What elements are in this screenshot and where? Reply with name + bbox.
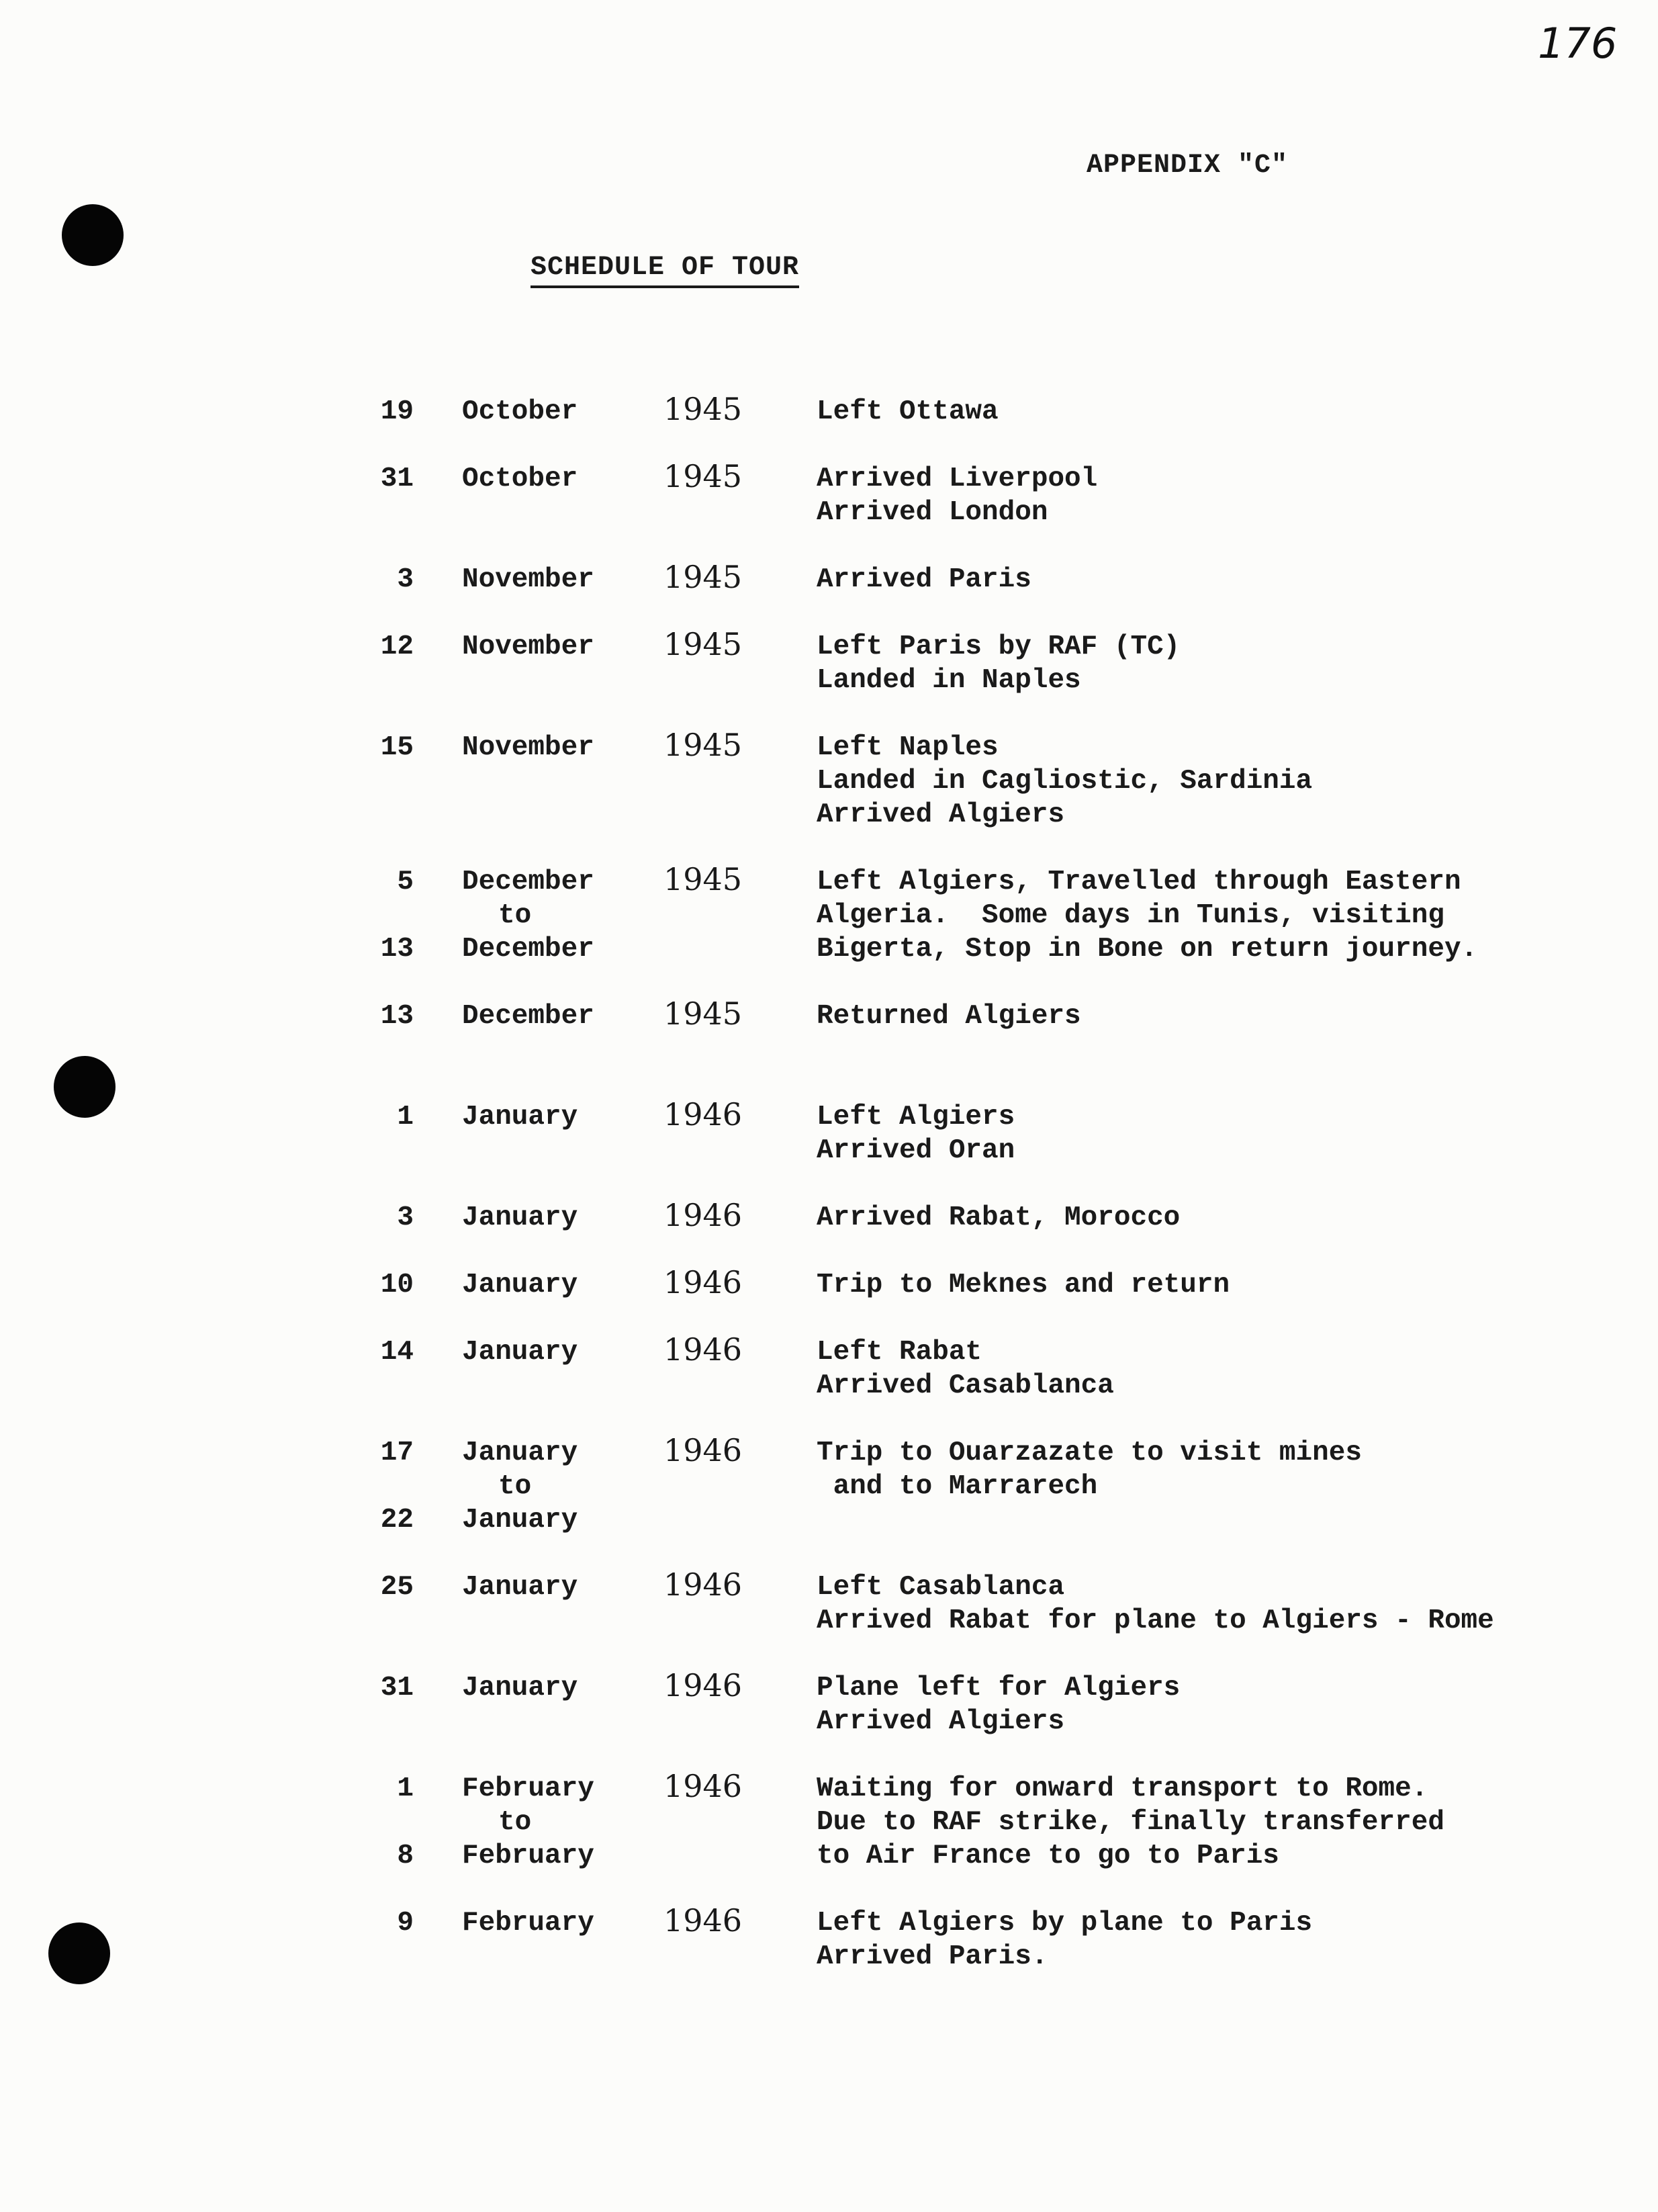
entry-event-line: Arrived London (817, 497, 1048, 528)
entry-day: 1 (397, 1773, 414, 1804)
entry-day: 13 (380, 1001, 414, 1032)
entry-year: 1946 (663, 1768, 743, 1804)
entry-day: 3 (397, 1202, 414, 1233)
entry-month: December (462, 1001, 594, 1032)
punch-hole-bottom (48, 1922, 110, 1984)
entry-year: 1946 (663, 1264, 743, 1300)
entry-event-line: Left Ottawa (817, 396, 999, 427)
entry-year: 1946 (663, 1566, 743, 1603)
entry-month: January (462, 1437, 578, 1468)
entry-day: 19 (380, 396, 414, 427)
entry-day: 25 (380, 1572, 414, 1603)
entry-event-line: Left Naples (817, 732, 999, 763)
entry-event-line: Left Casablanca (817, 1572, 1065, 1603)
page-number: 176 (1538, 19, 1618, 68)
entry-day: 1 (397, 1102, 414, 1133)
entry-event-line: and to Marrarech (817, 1471, 1098, 1502)
entry-event-line: Waiting for onward transport to Rome. (817, 1773, 1428, 1804)
entry-event-line: Left Algiers, Travelled through Eastern (817, 867, 1461, 897)
document-title: SCHEDULE OF TOUR (531, 253, 799, 288)
entry-day: 13 (380, 934, 414, 965)
entry-day: 31 (380, 463, 414, 494)
entry-event-line: Returned Algiers (817, 1001, 1081, 1032)
entry-event-line: Landed in Cagliostic, Sardinia (817, 766, 1313, 797)
entry-event-line: Algeria. Some days in Tunis, visiting (817, 900, 1444, 931)
entry-month: January (462, 1673, 578, 1704)
entry-month: December (462, 867, 594, 897)
entry-event-line: Arrived Casablanca (817, 1370, 1114, 1401)
entry-event-line: Bigerta, Stop in Bone on return journey. (817, 934, 1478, 965)
entry-year: 1945 (663, 861, 743, 897)
entry-year: 1946 (663, 1432, 743, 1468)
entry-day: 15 (380, 732, 414, 763)
entry-year: 1946 (663, 1197, 743, 1233)
entry-day: 10 (380, 1270, 414, 1300)
entry-event-line: Arrived Rabat, Morocco (817, 1202, 1181, 1233)
entry-day: 3 (397, 564, 414, 595)
entry-event-line: Arrived Rabat for plane to Algiers - Rome (817, 1605, 1494, 1636)
entry-month: January (462, 1270, 578, 1300)
entry-day: 9 (397, 1908, 414, 1939)
entry-month: to (498, 900, 532, 931)
entry-year: 1945 (663, 391, 743, 427)
entry-event-line: Arrived Algiers (817, 1706, 1065, 1737)
appendix-label: APPENDIX "C" (1087, 150, 1289, 181)
entry-day: 14 (380, 1337, 414, 1368)
punch-hole-middle (54, 1056, 116, 1118)
entry-day: 5 (397, 867, 414, 897)
entry-event-line: Arrived Paris. (817, 1941, 1048, 1972)
entry-month: to (498, 1807, 532, 1838)
entry-month: November (462, 631, 594, 662)
entry-day: 31 (380, 1673, 414, 1704)
entry-event-line: Trip to Meknes and return (817, 1270, 1230, 1300)
entry-day: 17 (380, 1437, 414, 1468)
entry-event-line: Left Algiers by plane to Paris (817, 1908, 1313, 1939)
entry-year: 1946 (663, 1902, 743, 1939)
entry-month: February (462, 1773, 594, 1804)
entry-month: November (462, 564, 594, 595)
entry-year: 1946 (663, 1331, 743, 1368)
entry-month: October (462, 396, 578, 427)
entry-month: January (462, 1202, 578, 1233)
entry-event-line: Due to RAF strike, finally transferred (817, 1807, 1444, 1838)
entry-event-line: Arrived Oran (817, 1135, 1015, 1166)
punch-hole-top (62, 204, 124, 266)
entry-event-line: Landed in Naples (817, 665, 1081, 696)
entry-year: 1945 (663, 559, 743, 595)
entry-day: 8 (397, 1841, 414, 1871)
entry-month: January (462, 1337, 578, 1368)
entry-year: 1946 (663, 1096, 743, 1133)
entry-month: October (462, 463, 578, 494)
entry-event-line: Arrived Liverpool (817, 463, 1098, 494)
entry-month: January (462, 1572, 578, 1603)
entry-year: 1945 (663, 727, 743, 763)
entry-event-line: Left Rabat (817, 1337, 982, 1368)
entry-event-line: Arrived Algiers (817, 799, 1065, 830)
entry-year: 1945 (663, 458, 743, 494)
entry-event-line: Left Algiers (817, 1102, 1015, 1133)
entry-year: 1945 (663, 626, 743, 662)
entry-year: 1946 (663, 1667, 743, 1704)
entry-month: February (462, 1908, 594, 1939)
entry-day: 22 (380, 1505, 414, 1536)
entry-year: 1945 (663, 996, 743, 1032)
entry-event-line: Plane left for Algiers (817, 1673, 1181, 1704)
entry-month: February (462, 1841, 594, 1871)
entry-month: to (498, 1471, 532, 1502)
entry-month: November (462, 732, 594, 763)
entry-event-line: to Air France to go to Paris (817, 1841, 1279, 1871)
entry-event-line: Trip to Ouarzazate to visit mines (817, 1437, 1362, 1468)
entry-day: 12 (380, 631, 414, 662)
entry-month: January (462, 1505, 578, 1536)
entry-month: December (462, 934, 594, 965)
entry-month: January (462, 1102, 578, 1133)
entry-event-line: Arrived Paris (817, 564, 1031, 595)
entry-event-line: Left Paris by RAF (TC) (817, 631, 1181, 662)
